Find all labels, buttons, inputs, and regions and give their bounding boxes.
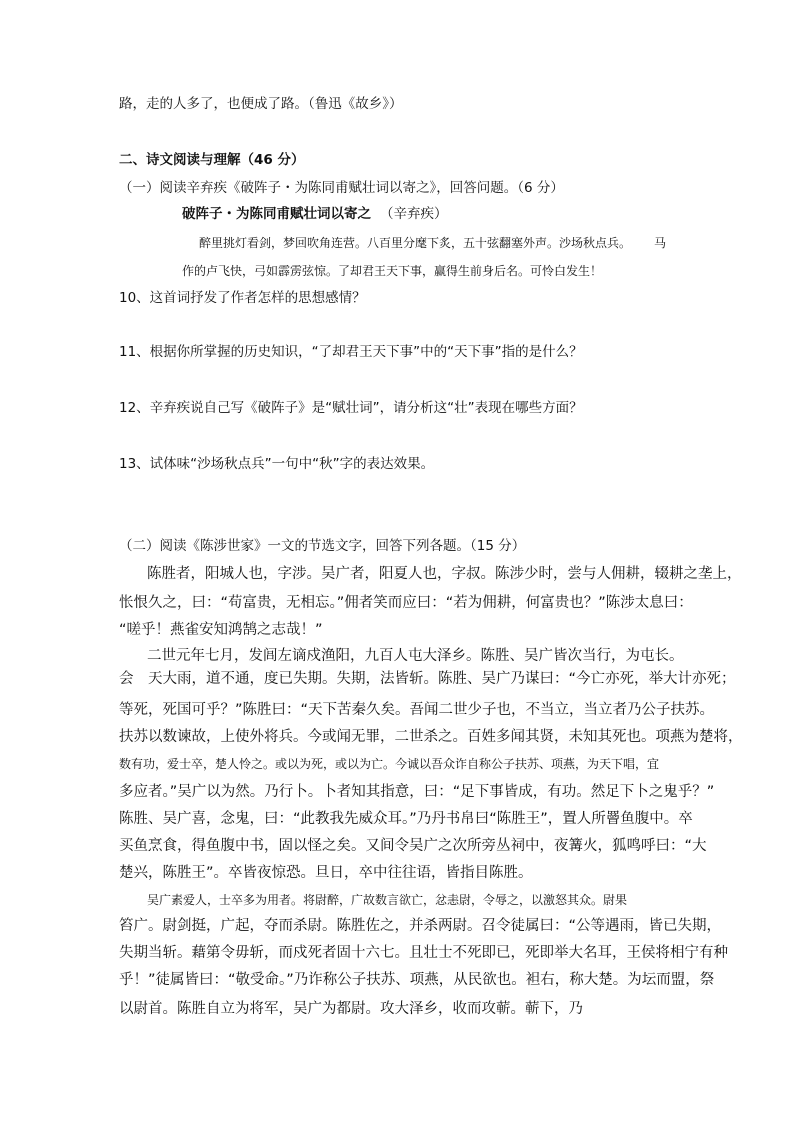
passage-line: 多应者。”吴广以为然。乃行卜。卜者知其指意，曰：“足下事皆成，有功。然足下卜之鬼乎？” <box>119 784 715 800</box>
question-intro: （一）阅读辛弃疾《破阵子・为陈同甫赋壮词以寄之》，回答问题。（6 分） <box>119 180 564 196</box>
passage-line: 笞广。尉剑挺，广起，夺而杀尉。陈胜佐之，并杀两尉。召令徒属曰：“公等遇雨，皆已失期， <box>119 918 722 934</box>
text-line: 路，走的人多了，也便成了路。（鲁迅《故乡》） <box>119 96 403 112</box>
poem-title: 破阵子・为陈同甫赋壮词以寄之 <box>182 206 371 222</box>
passage-line: 陈胜者，阳城人也，字涉。吴广者，阳夏人也，字叔。陈涉少时，尝与人佣耕，辍耕之垄上， <box>147 566 742 582</box>
poem-line-end: 马 <box>654 236 667 250</box>
passage-line: 等死，死国可乎？”陈胜曰：“天下苦秦久矣。吾闻二世少子也，不当立，当立者乃公子扶苏。 <box>119 702 715 718</box>
question-13: 13、试体味“沙场秋点兵”一句中“秋”字的表达效果。 <box>119 456 435 472</box>
poem-line: 醉里挑灯看剑，梦回吹角连营。八百里分麾下炙，五十弦翻塞外声。沙场秋点兵。 <box>199 236 632 250</box>
passage-line: 二世元年七月，发闾左谪戍渔阳，九百人屯大泽乡。陈胜、吴广皆次当行，为屯长。 <box>147 648 684 664</box>
question-11: 11、根据你所掌握的历史知识，“了却君王天下事”中的“天下事”指的是什么？ <box>119 344 583 360</box>
passage-line: 陈胜、吴广喜，念鬼，曰：“此教我先威众耳。”乃丹书帛曰“陈胜王”，置人所罾鱼腹中。卒 <box>119 811 693 827</box>
passage-line: 吴广素爱人，士卒多为用者。将尉醉，广故数言欲亡，忿恚尉，令辱之，以激怒其众。尉果 <box>147 893 628 907</box>
passage-line: 失期当斩。藉第令毋斩，而戍死者固十六七。且壮士不死即已，死即举大名耳，王侯将相宁有种 <box>119 945 728 961</box>
passage-line: 扶苏以数谏故，上使外将兵。今或闻无罪，二世杀之。百姓多闻其贤，未知其死也。项燕为楚将， <box>119 729 743 745</box>
passage-line: “嗟乎！燕雀安知鸿鹄之志哉！” <box>119 622 323 638</box>
passage-line: 楚兴，陈胜王”。卒皆夜惊恐。旦日，卒中往往语，皆指目陈胜。 <box>119 865 533 881</box>
passage-line: 会 天大雨，道不通，度已失期。失期，法皆斩。陈胜、吴广乃谋曰：“今亡亦死，举大计亦死； <box>119 671 736 687</box>
question-intro: （二）阅读《陈涉世家》一文的节选文字，回答下列各题。（15 分） <box>119 538 526 554</box>
passage-line: 以尉首。陈胜自立为将军，吴广为都尉。攻大泽乡，收而攻蕲。蕲下，乃 <box>119 1001 583 1017</box>
section-heading: 二、诗文阅读与理解（46 分） <box>119 152 305 168</box>
passage-line: 乎！”徒属皆曰：“敬受命。”乃诈称公子扶苏、项燕，从民欲也。袒右，称大楚。为坛而盟，祭 <box>119 972 715 988</box>
question-10: 10、这首词抒发了作者怎样的思想感情？ <box>119 290 366 306</box>
poem-line: 作的卢飞快，弓如霹雳弦惊。了却君王天下事，赢得生前身后名。可怜白发生！ <box>182 264 603 278</box>
passage-line: 怅恨久之，曰：“苟富贵，无相忘。”佣者笑而应曰：“若为佣耕，何富贵也？”陈涉太息曰： <box>119 595 693 611</box>
passage-line: 数有功，爱士卒，楚人怜之。或以为死，或以为亡。今诚以吾众诈自称公子扶苏、项燕，为天下唱，宜 <box>119 757 660 771</box>
passage-line: 买鱼烹食，得鱼腹中书，固以怪之矣。又间令吴广之次所旁丛祠中，夜篝火，狐鸣呼曰：“大 <box>119 838 707 854</box>
question-12: 12、辛弃疾说自己写《破阵子》是“赋壮词”，请分析这“壮”表现在哪些方面？ <box>119 400 583 416</box>
poem-author: （辛弃疾） <box>380 206 448 222</box>
